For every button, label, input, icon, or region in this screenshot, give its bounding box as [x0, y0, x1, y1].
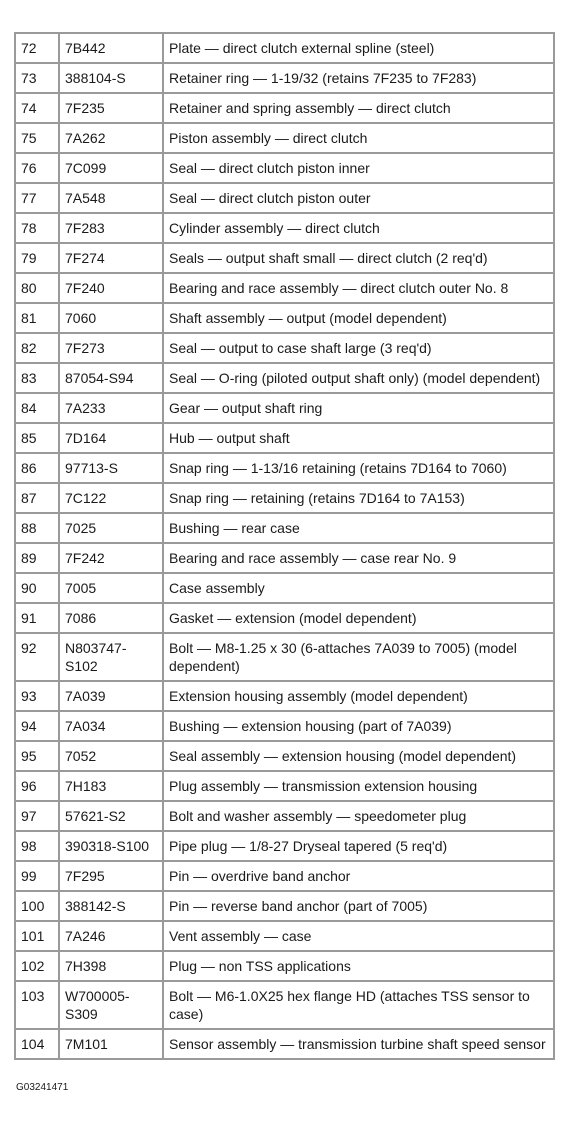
table-row [15, 63, 554, 93]
table-row [15, 33, 554, 63]
table-row [15, 771, 554, 801]
part-number-cell: N803747-S102 [59, 633, 163, 681]
description-cell: Seal assembly — extension housing (model dependent) [163, 741, 554, 771]
description-cell: Pipe plug — 1/8-27 Dryseal tapered (5 req'd) [163, 831, 554, 861]
item-number-cell: 79 [15, 243, 59, 273]
table-row [15, 711, 554, 741]
part-number-cell: 7F283 [59, 213, 163, 243]
item-number-cell: 84 [15, 393, 59, 423]
part-number-cell: 7H398 [59, 951, 163, 981]
table-row [15, 273, 554, 303]
table-row [15, 483, 554, 513]
table-row [15, 153, 554, 183]
item-number-cell: 78 [15, 213, 59, 243]
table-row [15, 333, 554, 363]
description-cell: Cylinder assembly — direct clutch [163, 213, 554, 243]
table-row [15, 513, 554, 543]
item-number-cell: 73 [15, 63, 59, 93]
item-number-cell: 91 [15, 603, 59, 633]
table-row [15, 633, 554, 681]
part-number-cell: 388142-S [59, 891, 163, 921]
part-number-cell: 57621-S2 [59, 801, 163, 831]
table-row [15, 93, 554, 123]
part-number-cell: 7C099 [59, 153, 163, 183]
item-number-cell: 86 [15, 453, 59, 483]
description-cell: Plug — non TSS applications [163, 951, 554, 981]
part-number-cell: 7F274 [59, 243, 163, 273]
description-cell: Hub — output shaft [163, 423, 554, 453]
item-number-cell: 74 [15, 93, 59, 123]
item-number-cell: 101 [15, 921, 59, 951]
description-cell: Case assembly [163, 573, 554, 603]
parts-table [14, 32, 555, 1060]
description-cell: Snap ring — 1-13/16 retaining (retains 7D164 to 7060) [163, 453, 554, 483]
item-number-cell: 103 [15, 981, 59, 1029]
part-number-cell: 7A262 [59, 123, 163, 153]
description-cell: Shaft assembly — output (model dependent) [163, 303, 554, 333]
item-number-cell: 85 [15, 423, 59, 453]
part-number-cell: W700005-S309 [59, 981, 163, 1029]
description-cell: Bolt and washer assembly — speedometer plug [163, 801, 554, 831]
item-number-cell: 80 [15, 273, 59, 303]
description-cell: Retainer ring — 1-19/32 (retains 7F235 to 7F283) [163, 63, 554, 93]
item-number-cell: 77 [15, 183, 59, 213]
item-number-cell: 93 [15, 681, 59, 711]
description-cell: Seal — direct clutch piston inner [163, 153, 554, 183]
table-row [15, 453, 554, 483]
item-number-cell: 104 [15, 1029, 59, 1059]
part-number-cell: 7C122 [59, 483, 163, 513]
item-number-cell: 90 [15, 573, 59, 603]
part-number-cell: 390318-S100 [59, 831, 163, 861]
table-row [15, 741, 554, 771]
item-number-cell: 75 [15, 123, 59, 153]
figure-id: G03241471 [16, 1082, 69, 1093]
item-number-cell: 72 [15, 33, 59, 63]
table-row [15, 183, 554, 213]
description-cell: Seal — output to case shaft large (3 req'd) [163, 333, 554, 363]
part-number-cell: 7B442 [59, 33, 163, 63]
table-row [15, 213, 554, 243]
description-cell: Bushing — extension housing (part of 7A039) [163, 711, 554, 741]
item-number-cell: 99 [15, 861, 59, 891]
item-number-cell: 88 [15, 513, 59, 543]
description-cell: Piston assembly — direct clutch [163, 123, 554, 153]
description-cell: Vent assembly — case [163, 921, 554, 951]
part-number-cell: 7A548 [59, 183, 163, 213]
part-number-cell: 7086 [59, 603, 163, 633]
table-row [15, 363, 554, 393]
item-number-cell: 76 [15, 153, 59, 183]
description-cell: Bolt — M8-1.25 x 30 (6-attaches 7A039 to 7005) (model dependent) [163, 633, 554, 681]
table-row [15, 801, 554, 831]
description-cell: Gear — output shaft ring [163, 393, 554, 423]
table-row [15, 681, 554, 711]
table-row [15, 861, 554, 891]
item-number-cell: 92 [15, 633, 59, 681]
table-row [15, 891, 554, 921]
table-row [15, 423, 554, 453]
description-cell: Bearing and race assembly — direct clutch outer No. 8 [163, 273, 554, 303]
part-number-cell: 7025 [59, 513, 163, 543]
description-cell: Extension housing assembly (model dependent) [163, 681, 554, 711]
part-number-cell: 7005 [59, 573, 163, 603]
item-number-cell: 94 [15, 711, 59, 741]
part-number-cell: 7060 [59, 303, 163, 333]
item-number-cell: 102 [15, 951, 59, 981]
part-number-cell: 7F235 [59, 93, 163, 123]
description-cell: Gasket — extension (model dependent) [163, 603, 554, 633]
part-number-cell: 7H183 [59, 771, 163, 801]
table-row [15, 573, 554, 603]
parts-list [14, 32, 553, 1060]
description-cell: Plate — direct clutch external spline (steel) [163, 33, 554, 63]
table-row [15, 603, 554, 633]
description-cell: Sensor assembly — transmission turbine shaft speed sensor [163, 1029, 554, 1059]
description-cell: Bushing — rear case [163, 513, 554, 543]
table-row [15, 951, 554, 981]
part-number-cell: 7M101 [59, 1029, 163, 1059]
item-number-cell: 100 [15, 891, 59, 921]
item-number-cell: 96 [15, 771, 59, 801]
item-number-cell: 81 [15, 303, 59, 333]
item-number-cell: 87 [15, 483, 59, 513]
part-number-cell: 7052 [59, 741, 163, 771]
description-cell: Seal — direct clutch piston outer [163, 183, 554, 213]
description-cell: Plug assembly — transmission extension housing [163, 771, 554, 801]
table-row [15, 543, 554, 573]
part-number-cell: 87054-S94 [59, 363, 163, 393]
item-number-cell: 97 [15, 801, 59, 831]
part-number-cell: 7F240 [59, 273, 163, 303]
item-number-cell: 98 [15, 831, 59, 861]
item-number-cell: 89 [15, 543, 59, 573]
part-number-cell: 388104-S [59, 63, 163, 93]
item-number-cell: 95 [15, 741, 59, 771]
part-number-cell: 7A034 [59, 711, 163, 741]
table-row [15, 393, 554, 423]
parts-table-body [15, 33, 554, 1059]
item-number-cell: 82 [15, 333, 59, 363]
table-row [15, 1029, 554, 1059]
table-row [15, 981, 554, 1029]
table-row [15, 921, 554, 951]
part-number-cell: 7D164 [59, 423, 163, 453]
table-row [15, 303, 554, 333]
description-cell: Pin — overdrive band anchor [163, 861, 554, 891]
part-number-cell: 7F242 [59, 543, 163, 573]
description-cell: Retainer and spring assembly — direct clutch [163, 93, 554, 123]
description-cell: Bolt — M6-1.0X25 hex flange HD (attaches TSS sensor to case) [163, 981, 554, 1029]
part-number-cell: 97713-S [59, 453, 163, 483]
table-row [15, 243, 554, 273]
part-number-cell: 7A039 [59, 681, 163, 711]
part-number-cell: 7F295 [59, 861, 163, 891]
description-cell: Seals — output shaft small — direct clutch (2 req'd) [163, 243, 554, 273]
part-number-cell: 7A233 [59, 393, 163, 423]
description-cell: Bearing and race assembly — case rear No. 9 [163, 543, 554, 573]
part-number-cell: 7A246 [59, 921, 163, 951]
table-row [15, 831, 554, 861]
table-row [15, 123, 554, 153]
description-cell: Snap ring — retaining (retains 7D164 to 7A153) [163, 483, 554, 513]
item-number-cell: 83 [15, 363, 59, 393]
description-cell: Seal — O-ring (piloted output shaft only) (model dependent) [163, 363, 554, 393]
description-cell: Pin — reverse band anchor (part of 7005) [163, 891, 554, 921]
part-number-cell: 7F273 [59, 333, 163, 363]
